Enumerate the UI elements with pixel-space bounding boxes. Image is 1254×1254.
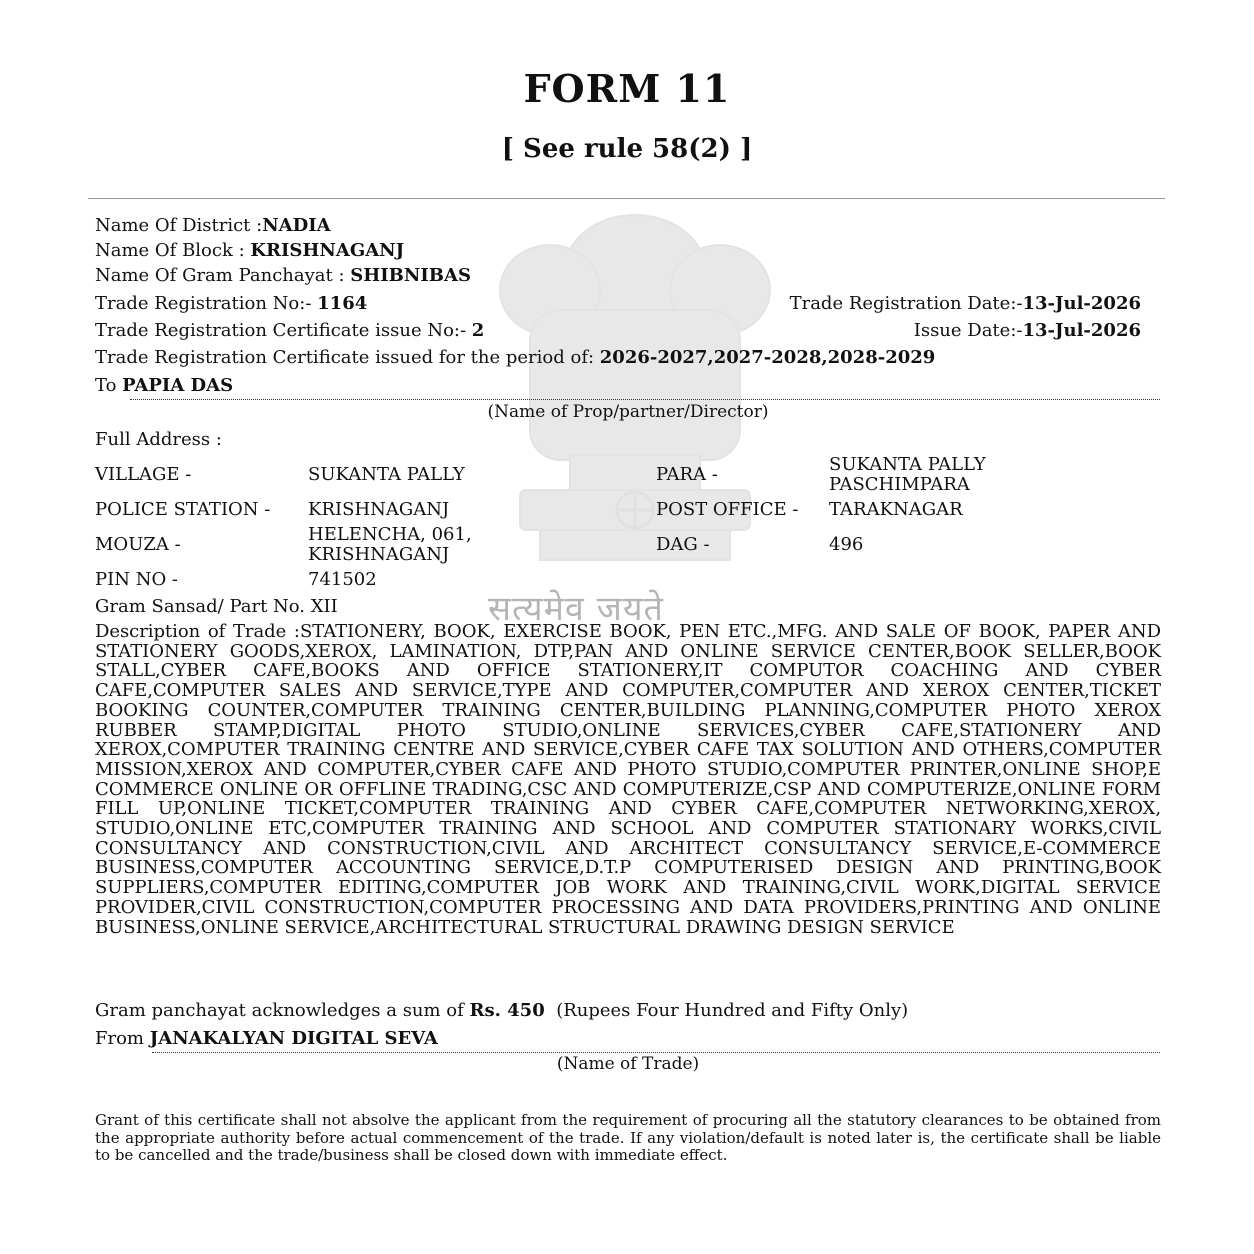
full-address-label: Full Address : (95, 429, 222, 450)
trade-description-label: Description of Trade : (95, 621, 300, 642)
police-station-value: KRISHNAGANJ (308, 499, 450, 520)
trade-name-caption: (Name of Trade) (556, 1054, 700, 1074)
certificate-no-line (95, 320, 484, 341)
registration-no-value: 1164 (317, 293, 368, 314)
dag-value: 496 (829, 534, 864, 555)
block-label: Name Of Block : (95, 240, 251, 261)
block-line (95, 240, 404, 261)
gram-panchayat-value: SHIBNIBAS (350, 265, 471, 286)
watermark-motto: सत्यमेव जयते (488, 589, 664, 629)
period-value: 2026-2027,2027-2028,2028-2029 (599, 347, 936, 368)
amount-value: Rs. 450 (469, 1000, 545, 1021)
mouza-label: MOUZA - (95, 534, 181, 555)
district-value: NADIA (262, 215, 331, 236)
mouza-value: HELENCHA, 061, KRISHNAGANJ (308, 524, 472, 565)
trade-name-dotted-line (152, 1052, 1160, 1053)
registration-date-line (790, 293, 1141, 314)
block-value: KRISHNAGANJ (250, 240, 405, 261)
issue-date-value: 13-Jul-2026 (1022, 320, 1141, 341)
to-label: To (95, 375, 123, 396)
disclaimer-text: Grant of this certificate shall not absolve the applicant from the requirement of procuring all the statutory clearances to be obtained from the appropriate authority before actual commencement of the trade. If any violation/default is noted later is, the certificate shall be liable to be cancelled and the trade/business shall be closed down with immediate effect. (95, 1111, 1161, 1164)
certificate-no-label: Trade Registration Certificate issue No:- (95, 320, 472, 341)
gram-panchayat-line (95, 265, 471, 286)
period-line (95, 347, 935, 368)
registration-date-value: 13-Jul-2026 (1022, 293, 1141, 314)
period-label: Trade Registration Certificate issued for the period of: (95, 347, 600, 368)
recipient-name: PAPIA DAS (122, 375, 234, 396)
recipient-dotted-line (130, 399, 1160, 400)
trade-name-value: JANAKALYAN DIGITAL SEVA (149, 1028, 438, 1049)
issue-date-line (914, 320, 1141, 341)
para-value: SUKANTA PALLY PASCHIMPARA (829, 454, 986, 495)
gram-sansad: Gram Sansad/ Part No. XII (95, 596, 338, 617)
acknowledgement-label: Gram panchayat acknowledges a sum of (95, 1000, 470, 1021)
form-title: FORM 11 (523, 66, 731, 111)
recipient-caption: (Name of Prop/partner/Director) (487, 402, 769, 422)
post-office-value: TARAKNAGAR (829, 499, 963, 520)
registration-date-label: Trade Registration Date:- (789, 293, 1023, 314)
post-office-label: POST OFFICE - (656, 499, 799, 520)
district-line (95, 215, 331, 236)
form-rule: [ See rule 58(2) ] (501, 134, 753, 164)
registration-no-line (95, 293, 367, 314)
gram-panchayat-label: Name Of Gram Panchayat : (95, 265, 351, 286)
from-line (95, 1028, 438, 1049)
para-label: PARA - (656, 464, 718, 485)
pin-label: PIN NO - (95, 569, 179, 590)
dag-label: DAG - (656, 534, 710, 555)
district-label: Name Of District : (95, 215, 263, 236)
amount-in-words: (Rupees Four Hundred and Fifty Only) (556, 1000, 909, 1021)
registration-no-label: Trade Registration No:- (95, 293, 318, 314)
from-label: From (95, 1028, 150, 1049)
recipient-line (95, 375, 233, 396)
police-station-label: POLICE STATION - (95, 499, 271, 520)
trade-description-text: STATIONERY, BOOK, EXERCISE BOOK, PEN ETC.,MFG. AND SALE OF BOOK, PAPER AND STATIONERY GOODS,XEROX, LAMINATION, DTP,PAN AND ONLINE SERVICE CENTER,BOOK SELLER,BOOK STALL,CYBER CAFE,BOOKS AND OFFICE STATIONERY,IT COMPUTOR COACHING AND CYBER CAFE,COMPUTER SALES AND SERVICE,TYPE AND COMPUTER,COMPUTER AND XEROX CENTER,TICKET BOOKING COUNTER,COMPUTER TRAINING CENTER,BUILDING PLANNING,COMPUTER PHOTO XEROX RUBBER STAMP,DIGITAL PHOTO STUDIO,ONLINE SERVICES,CYBER CAFE,STATIONERY AND XEROX,COMPUTER TRAINING CENTRE AND SERVICE,CYBER CAFE TAX SOLUTION AND OTHERS,COMPUTER MISSION,XEROX AND COMPUTER,CYBER CAFE AND PHOTO STUDIO,COMPUTER PRINTER,ONLINE SHOP,E COMMERCE ONLINE OR OFFLINE TRADING,CSC AND COMPUTERIZE,CSP AND COMPUTERIZE,ONLINE FORM FILL UP,ONLINE TICKET,COMPUTER TRAINING AND CYBER CAFE,COMPUTER NETWORKING,XEROX, STUDIO,ONLINE ETC,COMPUTER TRAINING AND SCHOOL AND COMPUTER STATIONARY WORKS,CIVIL CONSULTANCY AND CONSTRUCTION,CIVIL AND ARCHITECT CONSULTANCY SERVICE,E-COMMERCE BUSINESS,COMPUTER ACCOUNTING SERVICE,D.T.P COMPUTERISED DESIGN AND PRINTING,BOOK SUPPLIERS,COMPUTER EDITING,COMPUTER JOB WORK AND TRAINING,CIVIL WORK,DIGITAL SERVICE PROVIDER,CIVIL CONSTRUCTION,COMPUTER PROCESSING AND DATA PROVIDERS,PRINTING AND ONLINE BUSINESS,ONLINE SERVICE,ARCHITECTURAL STRUCTURAL DRAWING DESIGN SERVICE (95, 621, 1161, 938)
certificate-no-value: 2 (471, 320, 485, 341)
village-label: VILLAGE - (95, 464, 192, 485)
village-value: SUKANTA PALLY (308, 464, 465, 485)
header-divider (88, 198, 1165, 199)
acknowledgement-line (95, 1000, 908, 1021)
issue-date-label: Issue Date:- (913, 320, 1023, 341)
pin-value: 741502 (308, 569, 377, 590)
trade-description (95, 622, 1161, 937)
